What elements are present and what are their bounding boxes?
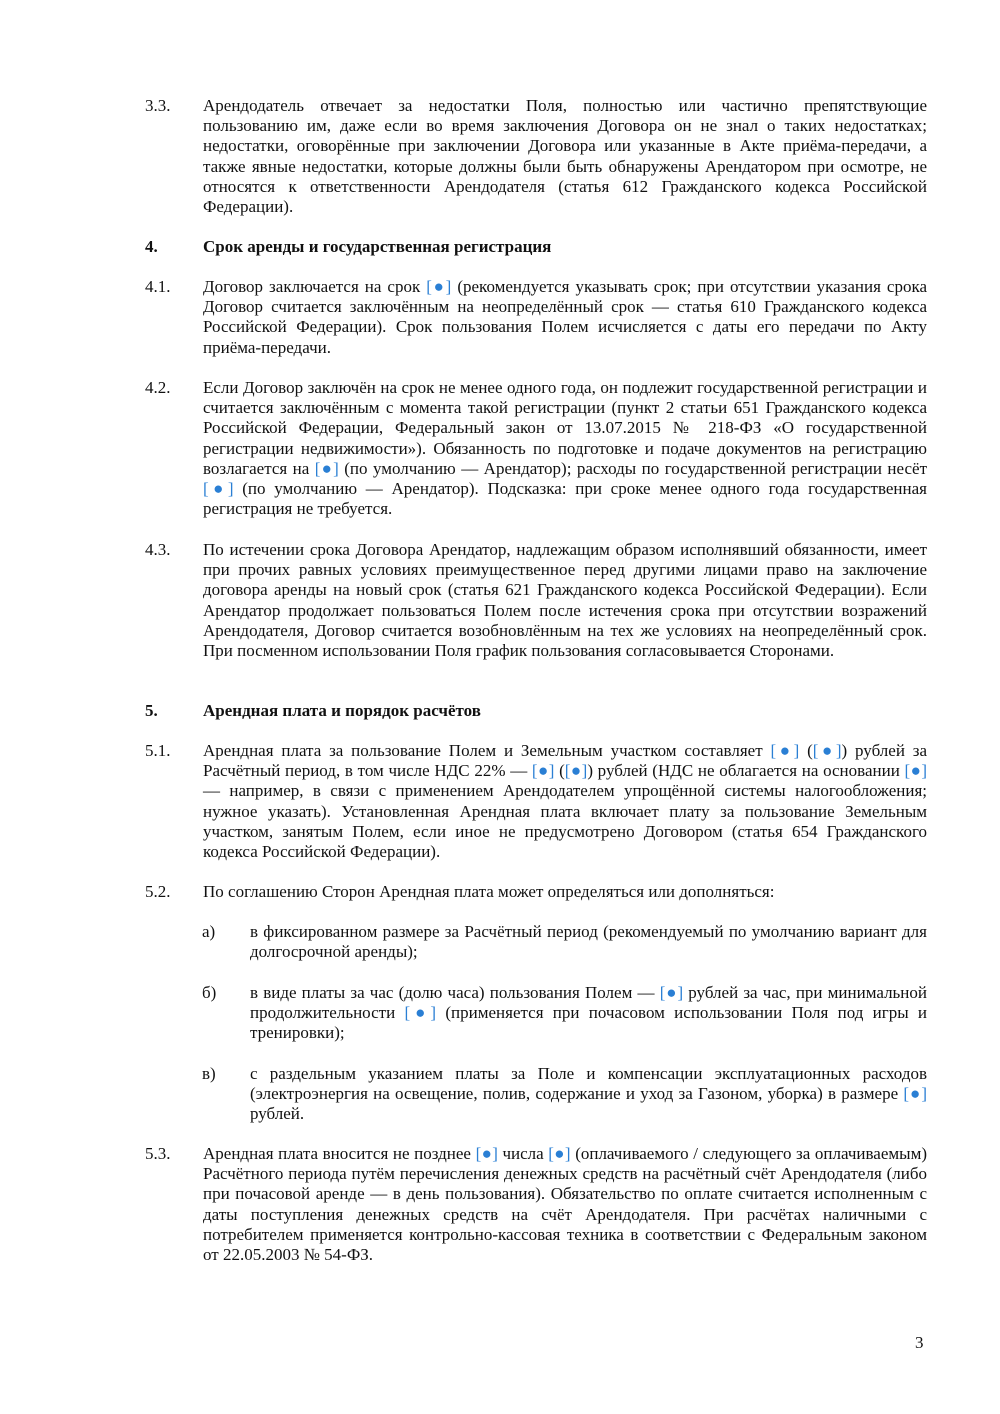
text-segment: (оплачиваемого / следующего за оплачиваемым) Расчётного периода путём перечисления денежных средств на расчётный счёт Арендодателя (либо при почасовой аренде — в день пользования). Обязательство по оплате считается исполненным с даты поступления денежных средств на счёт Арендодателя. При расчётах наличными с потребителем применяется контрольно-кассовая техника в соответствии с Федеральным законом от 22.05.2003 № 54-ФЗ. bbox=[203, 1144, 927, 1265]
placeholder-marker[interactable]: [●] bbox=[531, 761, 555, 781]
text-segment: — например, в связи с применением Арендодателем упрощённой системы налогообложения; нужное указать). Установленная Арендная плата включает плату за пользование Земельным участком, занятым Полем, если иное не предусмотрено Договором (статья 654 Гражданского кодекса Российской Федерации). bbox=[203, 781, 927, 862]
clause-5-2 bbox=[145, 882, 927, 902]
placeholder-marker[interactable]: [●] bbox=[548, 1144, 571, 1163]
clause-3-3 bbox=[145, 96, 927, 217]
section-title: Арендная плата и порядок расчётов bbox=[203, 701, 481, 720]
subclause-letter: а) bbox=[202, 922, 216, 941]
clause-number: 4.2. bbox=[145, 378, 171, 397]
subclause-text bbox=[250, 1064, 927, 1125]
text-segment: По соглашению Сторон Арендная плата может определяться или дополняться: bbox=[203, 882, 775, 901]
placeholder-marker[interactable]: [●] bbox=[770, 741, 800, 760]
text-segment: По истечении срока Договора Арендатор, надлежащим образом исполнявший обязанности, имеет при прочих равных условиях преимущественное перед другими лицами право на заключение договора аренды на новый срок (статья 621 Гражданского кодекса Российской Федерации). Если Арендатор продолжает пользоваться Полем после истечения срока при отсутствии возражений Арендодателя, Договор считается возобновлённым на тех же условиях на неопределённый срок. При посменном использовании Поля график пользования согласовывается Сторонами. bbox=[203, 540, 927, 661]
text-segment: ) рублей за Расчётный период, в том числе НДС 22% — bbox=[203, 741, 928, 781]
clause-5-3 bbox=[145, 1144, 927, 1265]
text-segment: Арендодатель отвечает за недостатки Поля, полностью или частично препятствующие пользованию им, даже если во время заключения Договора он не знал о таких недостатках; недостатки, оговорённые при заключении Договора или указанные в Акте приёма-передачи, а также явные недостатки, которые должны были быть обнаружены Арендатором при осмотре, не относятся к ответственности Арендодателя (статья 612 Гражданского кодекса Российской Федерации). bbox=[203, 96, 927, 217]
subclause-letter: б) bbox=[202, 983, 217, 1002]
clause-number: 5.3. bbox=[145, 1144, 171, 1163]
text-segment: (применяется при почасовом использовании Поля под игры и тренировки); bbox=[250, 1003, 927, 1043]
clause-text bbox=[203, 277, 927, 358]
clause-number: 4.1. bbox=[145, 277, 171, 296]
text-segment: (рекомендуется указывать срок; при отсутствии указания срока Договор считается заключённым на неопределённый срок — статья 610 Гражданского кодекса Российской Федерации). Срок пользования Полем исчисляется с даты его передачи по Акту приёма-передачи. bbox=[203, 277, 928, 357]
text-segment: ) рублей (НДС не облагается на основании bbox=[587, 761, 905, 781]
clause-text bbox=[203, 741, 927, 862]
clause-text bbox=[203, 882, 927, 902]
text-segment: (по умолчанию — Арендатор); расходы по государственной регистрации несёт bbox=[338, 458, 927, 478]
text-segment: ( bbox=[799, 741, 813, 760]
placeholder-marker[interactable]: [●] bbox=[564, 761, 588, 781]
clause-5-2-c bbox=[202, 1064, 927, 1125]
text-segment: с раздельным указанием платы за Поле и компенсации эксплуатационных расходов (электроэнергия на освещение, полив, содержание и уход за Газоном, уборка) в размере bbox=[250, 1064, 927, 1104]
placeholder-marker[interactable]: [●] bbox=[404, 1003, 437, 1023]
clause-text bbox=[203, 96, 927, 217]
clause-text bbox=[203, 378, 927, 519]
clause-4-2 bbox=[145, 378, 927, 519]
text-segment: (по умолчанию — Арендатор). Подсказка: при сроке менее одного года государственная регистрация не требуется. bbox=[203, 479, 927, 519]
clause-text bbox=[203, 1144, 927, 1265]
text-segment: Договор заключается на срок bbox=[203, 277, 427, 296]
subclause-text bbox=[250, 983, 927, 1044]
section-5-heading bbox=[145, 701, 927, 721]
placeholder-marker[interactable]: [●] bbox=[904, 761, 928, 781]
placeholder-marker[interactable]: [●] bbox=[903, 1084, 927, 1104]
placeholder-marker[interactable]: [●] bbox=[659, 983, 684, 1002]
placeholder-marker[interactable]: [●] bbox=[475, 1144, 498, 1163]
text-segment: ( bbox=[554, 761, 565, 781]
clause-4-1 bbox=[145, 277, 927, 358]
clause-text bbox=[203, 540, 927, 661]
text-segment: Арендная плата за пользование Полем и Земельным участком составляет bbox=[203, 741, 771, 760]
clause-number: 5.2. bbox=[145, 882, 171, 901]
clause-4-3 bbox=[145, 540, 927, 661]
text-segment: в виде платы за час (долю часа) пользования Полем — bbox=[250, 983, 660, 1002]
section-number: 5. bbox=[145, 701, 158, 720]
section-4-heading bbox=[145, 237, 927, 257]
subclause-text bbox=[250, 922, 927, 962]
text-segment: рублей. bbox=[250, 1104, 305, 1124]
text-segment: Если Договор заключён на срок не менее одного года, он подлежит государственной регистрации и считается заключённым с момента такой регистрации (пункт 2 статьи 651 Гражданского кодекса Российской Федерации, Федеральный закон от 13.07.2015 № 218-ФЗ «О государственной регистрации недвижимости»). Обязанность по подготовке и подаче документов на регистрацию возлагается на bbox=[203, 378, 927, 478]
placeholder-marker[interactable]: [●] bbox=[314, 458, 339, 478]
text-segment: числа bbox=[497, 1144, 549, 1163]
clause-5-2-b bbox=[202, 983, 927, 1044]
subclause-letter: в) bbox=[202, 1064, 216, 1083]
clause-5-2-a bbox=[202, 922, 927, 962]
text-segment: Арендная плата вносится не позднее bbox=[203, 1144, 476, 1163]
clause-5-1 bbox=[145, 741, 927, 862]
clause-number: 5.1. bbox=[145, 741, 171, 760]
page-number: 3 bbox=[915, 1333, 924, 1352]
placeholder-marker[interactable]: [●] bbox=[203, 479, 234, 499]
clause-number: 4.3. bbox=[145, 540, 171, 559]
placeholder-marker[interactable]: [●] bbox=[426, 277, 452, 296]
section-title: Срок аренды и государственная регистрация bbox=[203, 237, 552, 256]
text-segment: в фиксированном размере за Расчётный период (рекомендуемый по умолчанию вариант для долгосрочной аренды); bbox=[250, 922, 927, 962]
placeholder-marker[interactable]: [●] bbox=[812, 741, 842, 760]
section-number: 4. bbox=[145, 237, 158, 256]
text-segment: рублей за час, при минимальной продолжительности bbox=[250, 983, 927, 1023]
clause-number: 3.3. bbox=[145, 96, 171, 115]
